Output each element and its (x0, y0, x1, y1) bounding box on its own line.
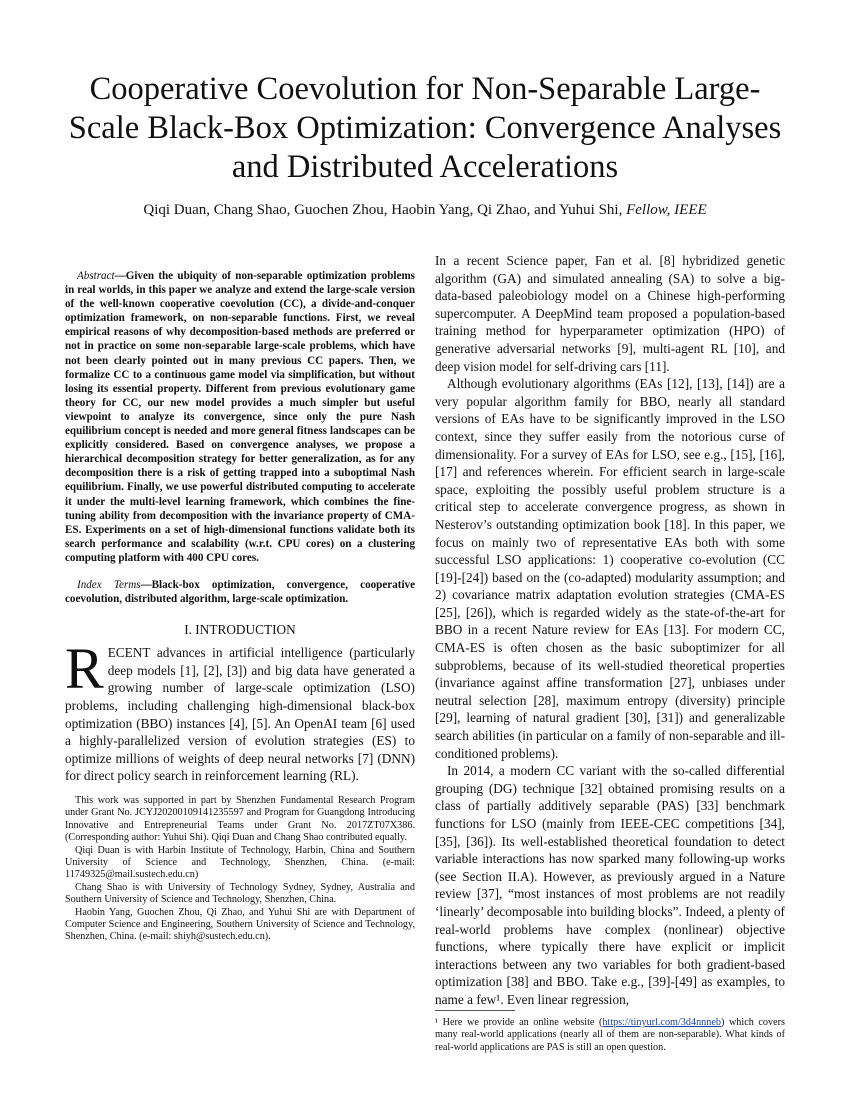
footnote-affiliation: Haobin Yang, Guochen Zhou, Qi Zhao, and Yuhui Shi are with Department of Computer Science and Engineering, Southern University of Science and Technology, Shenzhen, China. (e-mail: shiyh@sustech.edu.cn). (65, 906, 415, 943)
right-paragraph-2: Although evolutionary algorithms (EAs [12], [13], [14]) are a very popular algorithm family for BBO, nearly all standard versions of EAs have to be significantly improved in the LSO context, since they suffer easily from the notorious curse of dimensionality. For a survey of EAs for LSO, see e.g., [15], [16], [17] and references wherein. For efficient search in large-scale space, exploiting the possibly useful problem structure is a critical step to accelerate convergence progress, as shown in Nesterov’s outstanding optimization book [18]. In this paper, we focus on mainly two of representative EAs both with some successful LSO applications: 1) cooperative co-evolution (CC [19]-[24]) based on the (co-adapted) modularity assumption; and 2) covariance matrix adaptation evolution strategies (CMA-ES [25], [26]), which is regarded widely as the state-of-the-art for BBO in a recent Nature review for EAs [13]. For modern CC, CMA-ES is often chosen as the basic suboptimizer for all subproblems, because of its well-studied theoretical properties (invariance against affine transformation [27], unbiases under neutral selection [28], maximum entropy (diversity) principle [29], learning of natural gradient [30], [31]) and generalizable search abilities (in particular on a family of non-separable and ill-conditioned problems). (435, 376, 785, 761)
footnote-website-text-a: ¹ Here we provide an online website ( (435, 1017, 603, 1028)
footnote-funding: This work was supported in part by Shenzhen Fundamental Research Program under Grant No. JCYJ20200109141235597 and Program for Guangdong Introducing Innovative and Entrepreneurial Teams under Grant No. 2017ZT07X386. (Corresponding author: Yuhui Shi). Qiqi Duan and Chang Shao contributed equally. (65, 794, 415, 844)
section-heading: I. INTRODUCTION (184, 622, 296, 638)
footnote-shao: Chang Shao is with University of Technology Sydney, Sydney, Australia and Southern University of Science and Technology, Shenzhen, China. (65, 881, 415, 906)
abstract-text: —Given the ubiquity of non-separable optimization problems in real worlds, in this paper we analyze and extend the large-scale version of the well-known cooperative coevolution (CC), a divide-and-conquer optimization framework, on non-separable functions. First, we reveal empirical reasons of why decomposition-based methods are preferred or not in practice on some non-separable large-scale problems, which have not been clearly pointed out in many previous CC papers. Then, we formalize CC to a continuous game model via simplification, but without losing its essential property. Different from previous evolutionary game theory for CC, our new model provides a much simpler but useful viewpoint to analyze its convergence, since only the pure Nash equilibrium concept is needed and more general fitness landscapes can be explicitly considered. Based on convergence analyses, we propose a hierarchical decomposition strategy for better generalization, as for any decomposition there is a risk of getting trapped into a suboptimal Nash equilibrium. Finally, we use powerful distributed computing to accelerate it under the multi-level learning framework, which combines the fine-tuning ability from decomposition with the invariance property of CMA-ES. Experiments on a set of high-dimensional functions validate both its search performance and scalability (w.r.t. CPU cores) on a clustering computing platform with 400 CPU cores. (65, 270, 415, 564)
intro-paragraph (65, 636, 415, 785)
abstract-label: Abstract (77, 270, 115, 282)
right-paragraph-3: In 2014, a modern CC variant with the so-called differential grouping (DG) technique [32] obtained promising results on a class of partially additively separable (PAS) [33] benchmark functions for LSO (mainly from IEEE-CEC competitions [34], [35], [36]). Its well-established theoretical foundation to detect variable interactions has now sparked many following-up works (see Section II.A). However, as previously argued in a Nature review [37], “most instances of most problems are not readily ‘linearly’ decomposable into building blocks”. Indeed, a plenty of real-world problems have complex (nonlinear) objective functions, where typically there have explicit or implicit interactions between any two variables for both gradient-based optimization [38] and BBO. Take e.g., [39]-[49] as examples, to name a few¹. Even linear regression, (435, 763, 785, 1007)
index-terms-text: —Black-box optimization, convergence, cooperative coevolution, distributed algorithm, large-scale optimization. (65, 578, 415, 606)
author-suffix: Fellow, IEEE (626, 202, 707, 218)
intro-text: ECENT advances in artificial intelligence (particularly deep models [1], [2], [3]) and big data have generated a growing number of large-scale optimization (LSO) problems, including challenging high-dimensional black-box optimization (BBO) instances [4], [5]. An OpenAI team [6] used a highly-parallelized version of evolution strategies (ES) to optimize millions of weights of deep neural networks [7] (DNN) for direct policy search in reinforcement learning (RL). (65, 645, 415, 784)
paper-title: Cooperative Coevolution for Non-Separable Large-Scale Black-Box Optimization: Convergence Analyses and Distributed Accelerations (68, 71, 782, 185)
author-names: Qiqi Duan, Chang Shao, Guochen Zhou, Haobin Yang, Qi Zhao, and Yuhui Shi, (143, 202, 623, 218)
drop-cap: R (65, 636, 104, 702)
right-column (435, 252, 785, 1009)
index-terms-label: Index Terms (77, 578, 141, 591)
right-paragraph-1: In a recent Science paper, Fan et al. [8] hybridized genetic algorithm (GA) and simulated annealing (SA) to solve a big-data-based paleobiology model on a Chinese high-performing supercomputer. A DeepMind team proposed a population-based training method for hyperparameter optimization (HPO) of generative adversarial networks [9], multi-agent RL [10], and deep vision model for self-driving cars [11]. (435, 253, 785, 374)
left-column (65, 255, 415, 944)
author-list (60, 200, 790, 220)
footnote-website-link[interactable]: https://tinyurl.com/3d4nnneb (602, 1017, 721, 1028)
right-footnote-rule (435, 1010, 515, 1011)
footnote-duan: Qiqi Duan is with Harbin Institute of Technology, Harbin, China and Southern University of Science and Technology, Shenzhen, China. (e-mail: 11749325@mail.sustech.edu.cn) (65, 844, 415, 881)
index-terms (65, 578, 415, 606)
abstract (65, 269, 415, 565)
footnote-website-text-b: ) which covers many real-world applications (nearly all of them are non-separable). What kinds of real-world applications are PAS is still an open question. (435, 1017, 785, 1053)
footnote-website (435, 1017, 785, 1054)
